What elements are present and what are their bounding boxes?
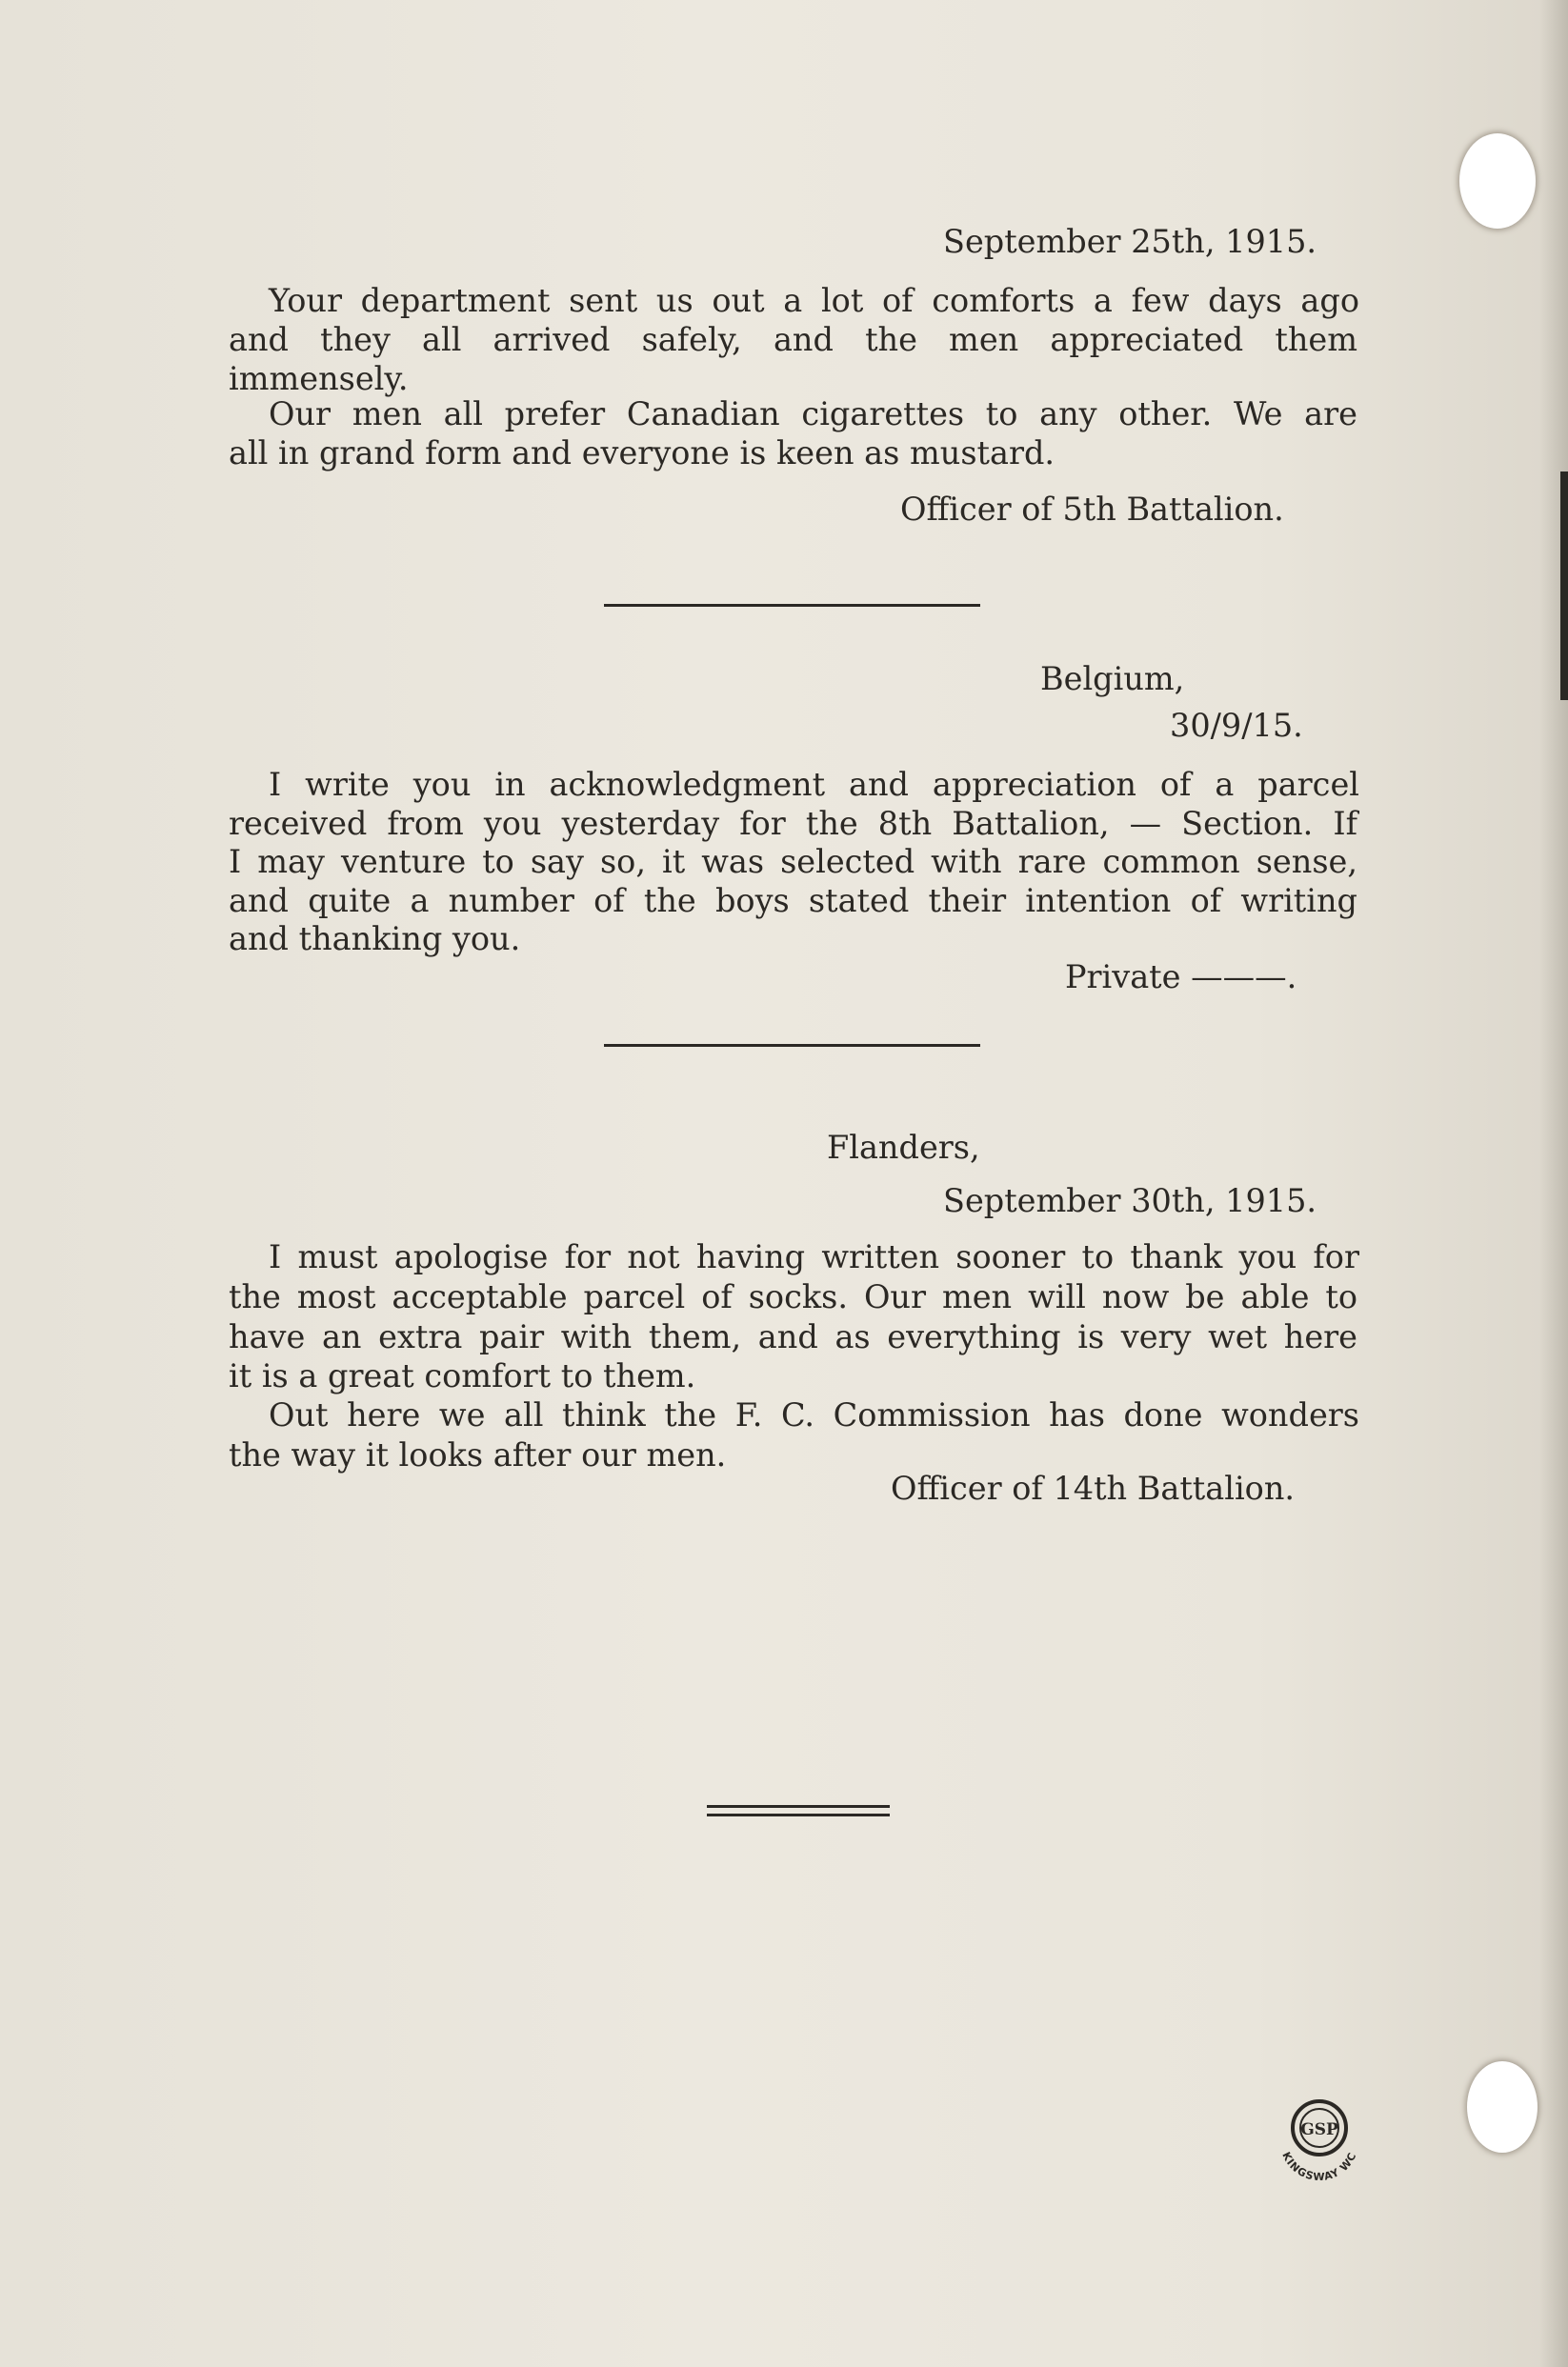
- printer-seal-monogram: GSP: [1300, 2120, 1338, 2139]
- printer-seal-text: KINGSWAY WC: [1279, 2150, 1359, 2184]
- letter3-line: I must apologise for not having written sooner to thank you for: [269, 1238, 1359, 1275]
- end-rule-top: [707, 1805, 890, 1808]
- letter1-date: September 25th, 1915.: [943, 223, 1317, 260]
- letter2-line: received from you yesterday for the 8th Battalion, — Section. If: [229, 805, 1357, 842]
- letter3-line: have an extra pair with them, and as everything is very wet here: [229, 1318, 1357, 1355]
- printer-seal-icon: [1267, 2082, 1372, 2187]
- letter2-line: I may venture to say so, it was selected with rare common sense,: [229, 843, 1357, 880]
- section-divider: [604, 604, 980, 607]
- end-rule-bottom: [707, 1814, 890, 1816]
- letter2-line: and quite a number of the boys stated their intention of writing: [229, 882, 1357, 919]
- letter1-line: Our men all prefer Canadian cigarettes to any other. We are: [269, 395, 1357, 432]
- letter2-date: 30/9/15.: [1170, 707, 1303, 744]
- page-edge-shadow: [1539, 0, 1568, 2367]
- letter3-place: Flanders,: [827, 1129, 980, 1166]
- letter1-line: Your department sent us out a lot of comforts a few days ago: [269, 282, 1359, 319]
- section-divider: [604, 1044, 980, 1047]
- letter3-line: Out here we all think the F. C. Commission has done wonders: [269, 1396, 1359, 1434]
- letter3-line: it is a great comfort to them.: [229, 1357, 696, 1394]
- letter2-line: I write you in acknowledgment and appreciation of a parcel: [269, 766, 1359, 803]
- letter3-signature: Officer of 14th Battalion.: [891, 1470, 1296, 1507]
- letter2-signature: Private ———.: [1065, 958, 1297, 995]
- letter3-line: the way it looks after our men.: [229, 1436, 727, 1474]
- letter2-line: and thanking you.: [229, 920, 521, 957]
- letter1-line: and they all arrived safely, and the men appreciated them: [229, 321, 1357, 358]
- letter3-date: September 30th, 1915.: [943, 1182, 1317, 1219]
- letter2-place: Belgium,: [1040, 660, 1185, 697]
- letter1-line: all in grand form and everyone is keen as mustard.: [229, 434, 1055, 471]
- binding-edge: [1560, 471, 1568, 700]
- punch-hole-top: [1459, 133, 1536, 229]
- letter1-signature: Officer of 5th Battalion.: [900, 491, 1284, 528]
- punch-hole-bottom: [1467, 2061, 1538, 2153]
- letter1-line: immensely.: [229, 360, 409, 397]
- letter3-line: the most acceptable parcel of socks. Our men will now be able to: [229, 1278, 1357, 1315]
